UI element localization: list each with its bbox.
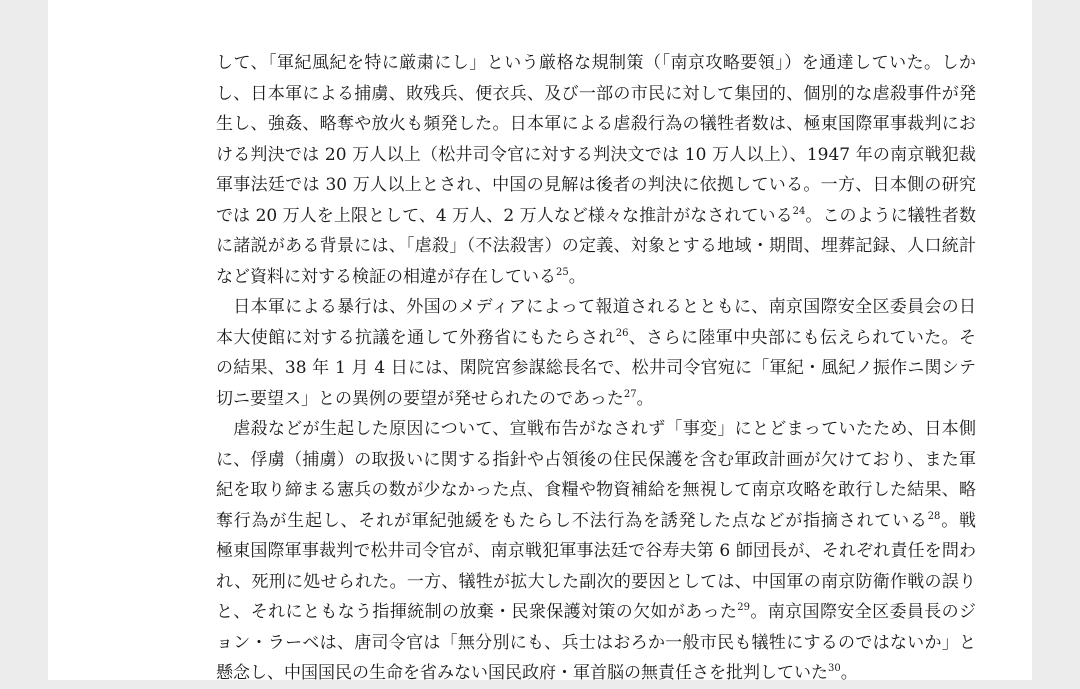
text-line [216, 384, 976, 415]
text-line [216, 445, 976, 476]
text-line [216, 628, 976, 659]
text-line-content: 本大使館に対する抗議を通して外務省にもたらされ [216, 327, 616, 348]
text-line-content: 生し、強姦、略奪や放火も頻発した。日本軍による虐殺行為の犠牲者数は、極東国際軍事裁判にお [216, 114, 976, 134]
footnote-ref[interactable]: 24 [792, 205, 806, 217]
text-line-content: では 20 万人を上限として、4 万人、2 万人など様々な推計がなされている [216, 205, 793, 226]
text-line-content: 紀を取り締まる憲兵の数が少なかった点、食糧や物資補給を無視して南京攻略を敢行した結果、略 [216, 480, 976, 500]
text-line [216, 506, 976, 537]
text-line-content: し、日本軍による捕虜、敗残兵、便衣兵、及び一部の市民に対して集団的、個別的な虐殺事件が発 [216, 83, 976, 104]
text-line [216, 475, 976, 506]
footnote-ref[interactable]: 26 [615, 327, 629, 339]
text-line-content: 極東国際軍事裁判で松井司令官が、南京戦犯軍事法廷で谷寿夫第 6 師団長が、それぞれ責任を問わ [216, 541, 976, 561]
text-line-content: れ、死刑に処せられた。一方、犠牲が拡大した副次的要因としては、中国軍の南京防衛作戦の誤り [216, 571, 976, 592]
text-line [216, 48, 976, 79]
text-line [216, 536, 976, 567]
footnote-ref[interactable]: 27 [623, 388, 637, 400]
text-line [216, 353, 976, 384]
text-line-tail: 。 [636, 388, 654, 409]
text-line-content: 切ニ要望ス」との異例の要望が発せられたのであった [216, 388, 624, 409]
text-line [216, 201, 976, 232]
footnote-ref[interactable]: 25 [556, 266, 569, 278]
text-line [216, 597, 976, 628]
text-line-content: と、それにともなう指揮統制の放棄・民衆保護対策の欠如があった [216, 602, 738, 622]
text-line-tail: 。このように犠牲者数 [805, 205, 976, 226]
text-line-content: に、俘虜（捕虜）の取扱いに関する指針や占領後の住民保護を含む軍政計画が欠けており、また軍 [216, 449, 976, 470]
text-line-content: の結果、38 年 1 月 4 日には、閑院宮参謀総長名で、松井司令官宛に「軍紀・風紀ノ振作ニ関シテ [216, 358, 976, 378]
text-line [216, 658, 976, 689]
text-line-content: ける判決では 20 万人以上（松井司令官に対する判決文では 10 万人以上）、1947 年の南京戦犯裁 [216, 144, 976, 165]
text-line [216, 231, 976, 262]
text-line-content: 奪行為が生起し、それが軍紀弛緩をもたらし不法行為を誘発した点などが指摘されている [216, 510, 928, 531]
text-line [216, 140, 976, 171]
text-line [216, 79, 976, 110]
text-line [216, 170, 976, 201]
text-line-content: ョン・ラーベは、唐司令官は「無分別にも、兵士はおろか一般市民も犠牲にするのではないか」と [216, 632, 976, 653]
text-line [216, 414, 976, 445]
text-line-content: に諸説がある背景には、「虐殺」（不法殺害）の定義、対象とする地域・期間、埋葬記録、人口統計 [216, 236, 976, 256]
text-line-tail: 。 [840, 663, 858, 683]
text-line-tail: 。戦 [940, 510, 976, 531]
footnote-ref[interactable]: 28 [927, 510, 941, 522]
footnote-ref[interactable]: 29 [737, 602, 751, 613]
text-line-content: 虐殺などが生起した原因について、宣戦布告がなされず「事変」にとどまっていたため、日本側 [216, 419, 976, 439]
text-line-content: 軍事法廷では 30 万人以上とされ、中国の見解は後者の判決に依拠している。一方、日本側の研究 [216, 175, 976, 195]
text-line-content: 懸念し、中国国民の生命を省みない国民政府・軍首脳の無責任さを批判していた [216, 663, 828, 683]
text-line [216, 292, 976, 323]
text-line-content: して、「軍紀風紀を特に厳粛にし」という厳格な規制策（「南京攻略要領」）を通達していた。しか [216, 53, 976, 73]
text-line [216, 323, 976, 354]
text-line-tail: 。 [568, 266, 586, 287]
text-line-tail: 。南京国際安全区委員長のジ [750, 602, 976, 622]
text-line [216, 567, 976, 598]
body-text [216, 48, 976, 689]
text-line-tail: 、さらに陸軍中央部にも伝えられていた。そ [628, 327, 976, 348]
document-page [48, 0, 1032, 683]
text-line [216, 262, 976, 293]
text-line-content: など資料に対する検証の相違が存在している [216, 266, 556, 287]
footnote-ref[interactable]: 30 [828, 663, 841, 674]
text-line [216, 109, 976, 140]
text-line-content: 日本軍による暴行は、外国のメディアによって報道されるとともに、南京国際安全区委員会の日 [216, 297, 976, 317]
